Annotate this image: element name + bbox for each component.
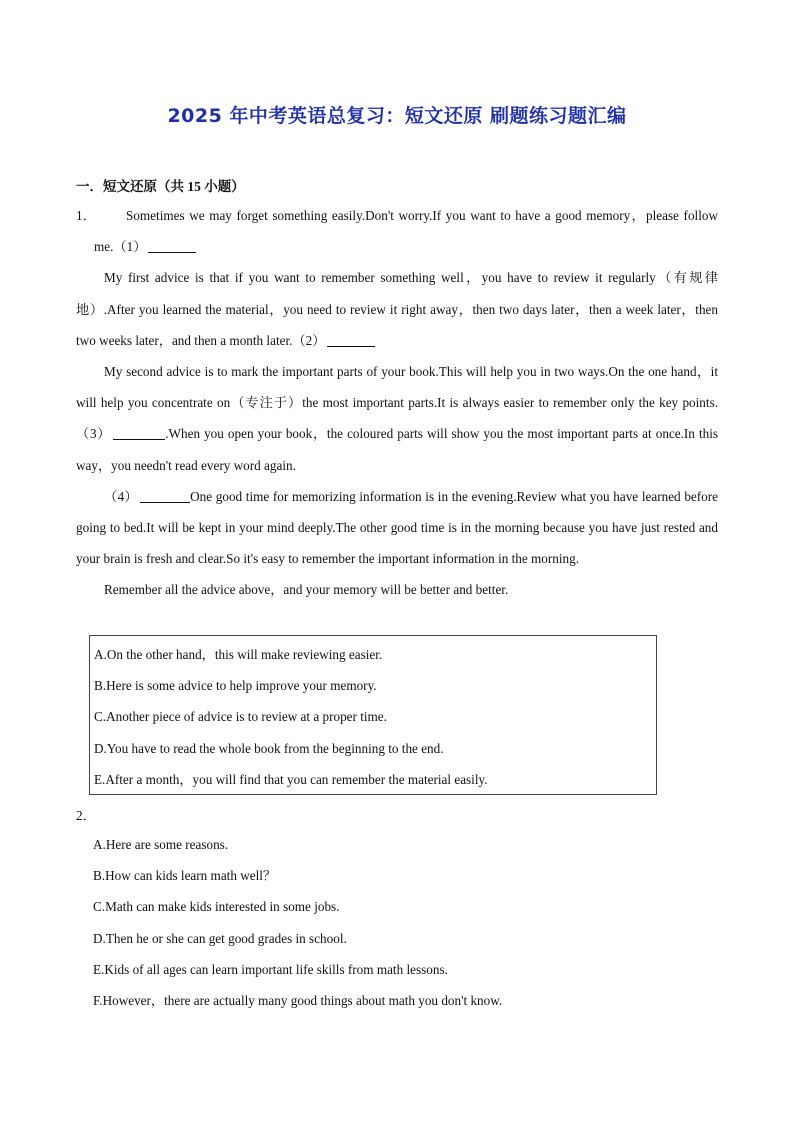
q1-paragraph-5: Remember all the advice above，and your memory will be better and better.: [104, 582, 509, 598]
q1-paragraph-4: （4） One good time for memorizing information is in the evening.Review what you have learned before going to bed.It will be kept in your mind deeply.The other good time is in the morning because you have just rested and your brain is fresh and clear.So it's easy to remember the important information in the morning.: [76, 488, 718, 567]
q2-option-e: E.Kids of all ages can learn important life skills from math lessons.: [93, 961, 448, 977]
document-title: 2025 年中考英语总复习：短文还原 刷题练习题汇编: [167, 105, 627, 127]
question-1-passage: [76, 200, 718, 606]
question-number: 1．: [76, 208, 96, 223]
q2-option-a: A.Here are some reasons.: [93, 837, 229, 852]
q2-option-d: D.Then he or she can get good grades in school.: [93, 930, 347, 946]
answer-blank-4[interactable]: [140, 488, 190, 503]
q2-option-f: F.However，there are actually many good things about math you don't know.: [93, 993, 503, 1009]
answer-blank-2[interactable]: [327, 332, 375, 347]
q1-paragraph-1: 1． Sometimes we may forget something easily.Don't worry.If you want to have a good memory，please follow me.（1）: [76, 200, 718, 262]
q1-options-box: [89, 635, 657, 795]
option-a: A.On the other hand，this will make reviewing easier.: [94, 647, 383, 662]
question-2-number: 2．: [76, 808, 96, 823]
section-heading: 一．短文还原（共 15 小题）: [76, 179, 245, 194]
q2-option-b: B.How can kids learn math well？: [93, 868, 277, 884]
option-d: D.You have to read the whole book from the beginning to the end.: [94, 740, 444, 756]
option-e: E.After a month，you will find that you can remember the material easily.: [94, 771, 488, 787]
option-c: C.Another piece of advice is to review at a proper time.: [94, 709, 387, 725]
answer-blank-1[interactable]: [148, 238, 196, 253]
q2-option-c: C.Math can make kids interested in some jobs.: [93, 899, 340, 915]
q1-paragraph-3: My second advice is to mark the important parts of your book.This will help you in two ways.On the one hand，it will help you concentrate on（专注于）the most important parts.It is always easier to remember only the key points.（3） .When you open your book，the coloured parts will show you the most important parts at once.In this way，you needn't read every word again.: [76, 364, 719, 473]
q2-options: [93, 829, 502, 1016]
q1-paragraph-2: My first advice is that if you want to remember something well，you have to review it regularly（有规律地）.After you learned the material，you need to review it right away，then two days later，then a week later，then two weeks later，and then a month later.（2）: [76, 270, 718, 348]
answer-blank-3[interactable]: [113, 425, 165, 440]
option-b: B.Here is some advice to help improve your memory.: [94, 678, 377, 694]
